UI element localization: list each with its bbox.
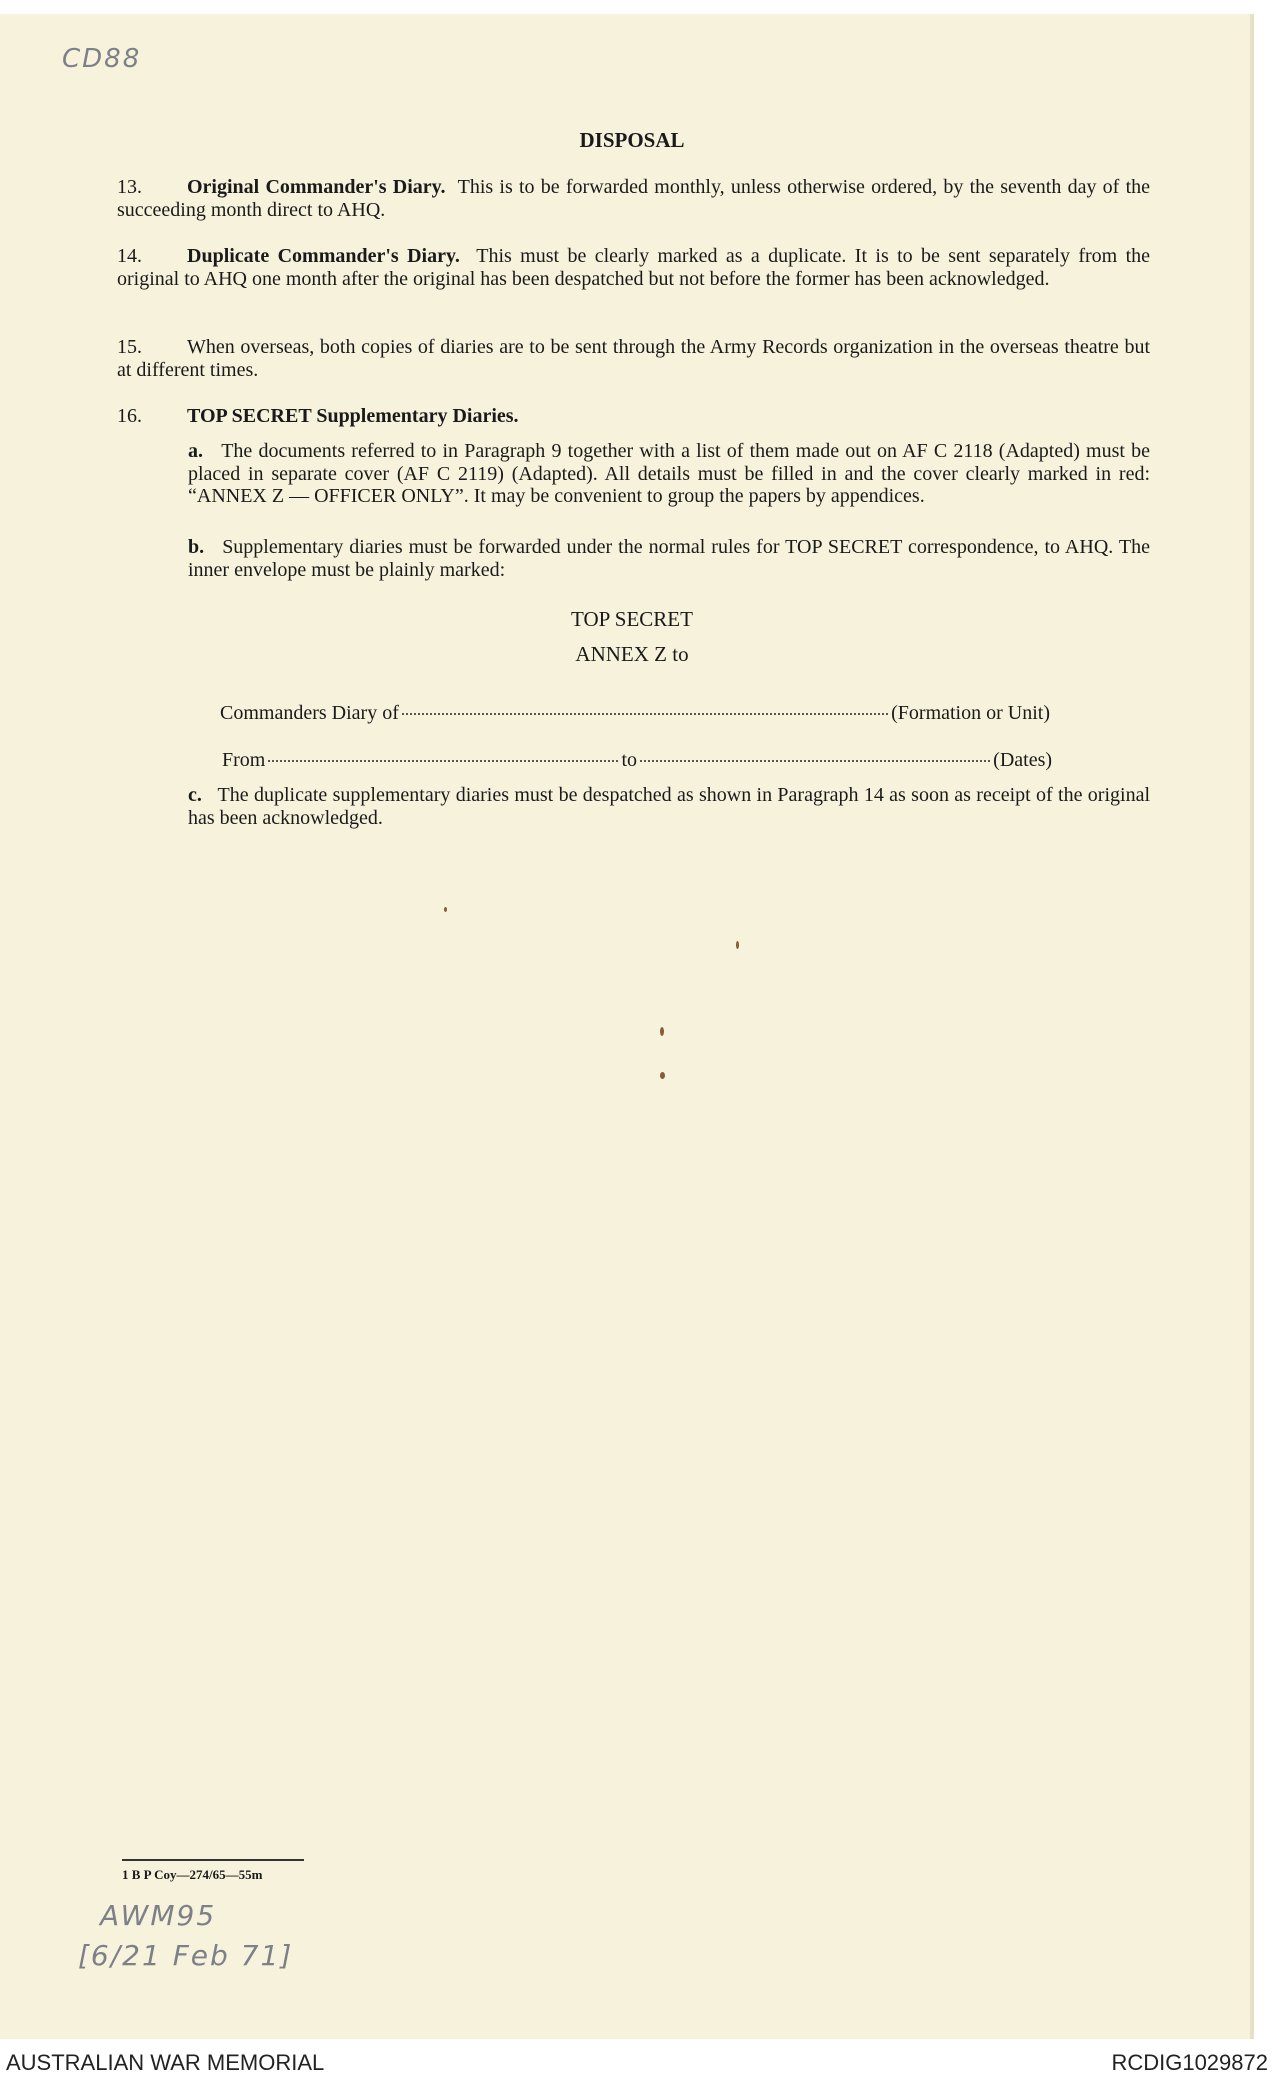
paragraph-title: TOP SECRET Supplementary Diaries. (187, 405, 519, 427)
paragraph-14 (117, 245, 1150, 290)
paragraph-text: This is to be forwarded monthly, unless otherwise ordered, by the seventh day of the succeeding month direct to AHQ. (117, 176, 1150, 221)
subparagraph-text: Supplementary diaries must be forwarded under the normal rules for TOP SECRET correspondence, to AHQ. The inner envelope must be plainly marked: (188, 536, 1151, 581)
footer-institution: AUSTRALIAN WAR MEMORIAL (6, 2050, 325, 2075)
dates-suffix: (Dates) (993, 749, 1053, 771)
paragraph-title: Duplicate Commander's Diary. (187, 245, 460, 267)
stain-mark (660, 1027, 664, 1036)
handwritten-series-ref: AWM95 (100, 1899, 217, 1932)
footer-record-id: RCDIG1029872 (1111, 2050, 1268, 2075)
diary-label: Commanders Diary of (220, 702, 399, 724)
diary-fill-line (402, 713, 888, 715)
to-fill-line (640, 760, 990, 762)
printer-rule (122, 1859, 304, 1861)
paragraph-number: 16. (117, 405, 142, 427)
paragraph-15 (117, 336, 1150, 381)
subparagraph-letter: c. (188, 784, 202, 806)
paragraph-title: Original Commander's Diary. (187, 176, 446, 198)
envelope-top-secret: TOP SECRET (571, 607, 693, 631)
to-label: to (621, 749, 638, 771)
stain-mark (444, 907, 447, 912)
envelope-annex-z: ANNEX Z to (575, 642, 689, 666)
paragraph-13 (117, 176, 1150, 221)
stain-mark (736, 941, 739, 949)
paragraph-text: This must be clearly marked as a duplicate. It is to be sent separately from the original to AHQ one month after the original has been despatched but not before the former has been acknowledged. (117, 245, 1151, 290)
from-to-line (222, 749, 1052, 772)
subparagraph-a (188, 440, 1150, 508)
subparagraph-letter: a. (188, 440, 203, 462)
paragraph-number: 15. (117, 336, 142, 358)
archive-footer (0, 2042, 1278, 2082)
printer-mark: 1 B P Coy—274/65—55m (122, 1867, 263, 1882)
subparagraph-c (188, 784, 1150, 829)
handwritten-date-ref: [6/21 Feb 71] (78, 1939, 294, 1972)
subparagraph-text: The duplicate supplementary diaries must be despatched as shown in Paragraph 14 as soon as receipt of the original has been acknowledged. (188, 784, 1150, 829)
stain-mark (660, 1072, 665, 1079)
section-heading: DISPOSAL (579, 128, 685, 152)
paragraph-number: 14. (117, 245, 142, 267)
subparagraph-b (188, 536, 1150, 581)
subparagraph-letter: b. (188, 536, 205, 558)
diary-suffix: (Formation or Unit) (891, 702, 1050, 724)
paragraph-number: 13. (117, 176, 142, 198)
handwritten-archive-mark: CD88 (62, 44, 142, 74)
document-page (0, 14, 1254, 2039)
paragraph-16 (117, 405, 1150, 428)
from-fill-line (268, 760, 618, 762)
commanders-diary-line (220, 702, 1050, 725)
from-label: From (222, 749, 266, 771)
subparagraph-text: The documents referred to in Paragraph 9 together with a list of them made out on AF C 2118 (Adapted) must be placed in separate cover (AF C 2119) (Adapted). All details must be filled in and the cover clearly marked in red: “ANNEX Z — OFFICER ONLY”. It may be convenient to group the papers by appendices. (188, 440, 1151, 507)
paragraph-text: When overseas, both copies of diaries are to be sent through the Army Records organization in the overseas theatre but at different times. (117, 336, 1150, 381)
